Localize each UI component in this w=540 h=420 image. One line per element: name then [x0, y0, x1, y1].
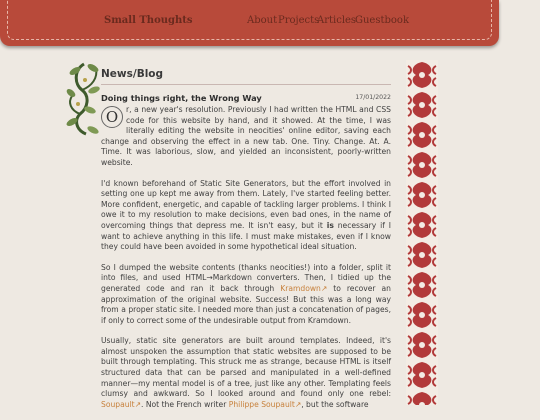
paragraph-text: I'd known beforehand of Static Site Generators, but the effort involved in setting one up kept me away from them. Lately, I've started feeling better. More confident, energetic, and capable of tackling larger problems. I think I owe it to my resolution to make decisions, even bad ones, in the name of overcoming things that depress me. It isn't easy, but it [101, 178, 391, 230]
paragraph-text: So I dumped the website contents (thanks neocities!) into a folder, split it into files, and used HTML→Markdown converters. Then, I tidied up the generated code and ran it back through [101, 262, 391, 293]
paragraph-text: necessary if I want to achieve anything in this life. I must make mistakes, even if I know they could have been avoided in some hypothetical ideal situation. [101, 220, 391, 252]
kramdown-link[interactable]: Kramdown [280, 283, 321, 293]
paragraph-text: . Not the French writer [141, 399, 229, 409]
nav-projects[interactable]: Projects [278, 15, 320, 26]
philippe-soupault-link[interactable]: Philippe Soupault [228, 399, 295, 409]
post-date: 17/01/2022 [355, 94, 391, 101]
main-content [101, 68, 391, 420]
external-link-icon: ↗ [134, 399, 142, 409]
nav-about[interactable]: About [247, 15, 278, 26]
post-paragraph-2 [101, 179, 391, 253]
external-link-icon: ↗ [320, 283, 328, 293]
vine-ornament-icon [66, 60, 102, 138]
nav-guestbook[interactable]: Guestbook [355, 15, 409, 26]
post-paragraph-4 [101, 336, 391, 410]
emphasis-text: is [326, 220, 334, 230]
paragraph-text: r, a new year's resolution. Previously I had written the HTML and CSS code for this website by hand, and it showed. At the time, I was literally editing the website in neocities' online editor, saving each change and observing the effect in a new tab. One. Tiny. Change. At. A. Time. It was laborious, slow, and yielded an inconsistent, poorly-written website. [101, 105, 391, 167]
post-title[interactable]: Doing things right, the Wrong Way [101, 93, 262, 103]
paragraph-text: to recover an approximation of the original website. Success! But this was a long way from a proper static site. I needed more than just a concatenation of pages, if only to correct some of the undesirable output from Kramdown. [101, 283, 391, 325]
dropcap-letter: O [101, 106, 123, 128]
section-divider [101, 84, 391, 85]
paragraph-text: Usually, static site generators are built around templates. Indeed, it's almost unspoken the assumption that static websites are supposed to be built through templating. This struck me as strange, because HTML is itself structured data that can be parsed and manipulated in a well-defined manner—my mental model is of a tree, just like any other. Templating feels clumsy and awkward. So I looked around and found only one rebel: [101, 336, 391, 399]
nav-articles[interactable]: Articles [317, 15, 357, 26]
paragraph-text: , but the software [301, 399, 369, 409]
post-header [101, 91, 391, 105]
post-paragraph-1 [101, 105, 391, 169]
floral-border-icon [406, 60, 438, 405]
section-title: News/Blog [101, 68, 164, 80]
soupault-link[interactable]: Soupault [101, 399, 135, 409]
post-paragraph-3 [101, 263, 391, 327]
external-link-icon: ↗ [294, 399, 302, 409]
site-header [0, 0, 499, 46]
site-title[interactable]: Small Thoughts [104, 15, 193, 26]
